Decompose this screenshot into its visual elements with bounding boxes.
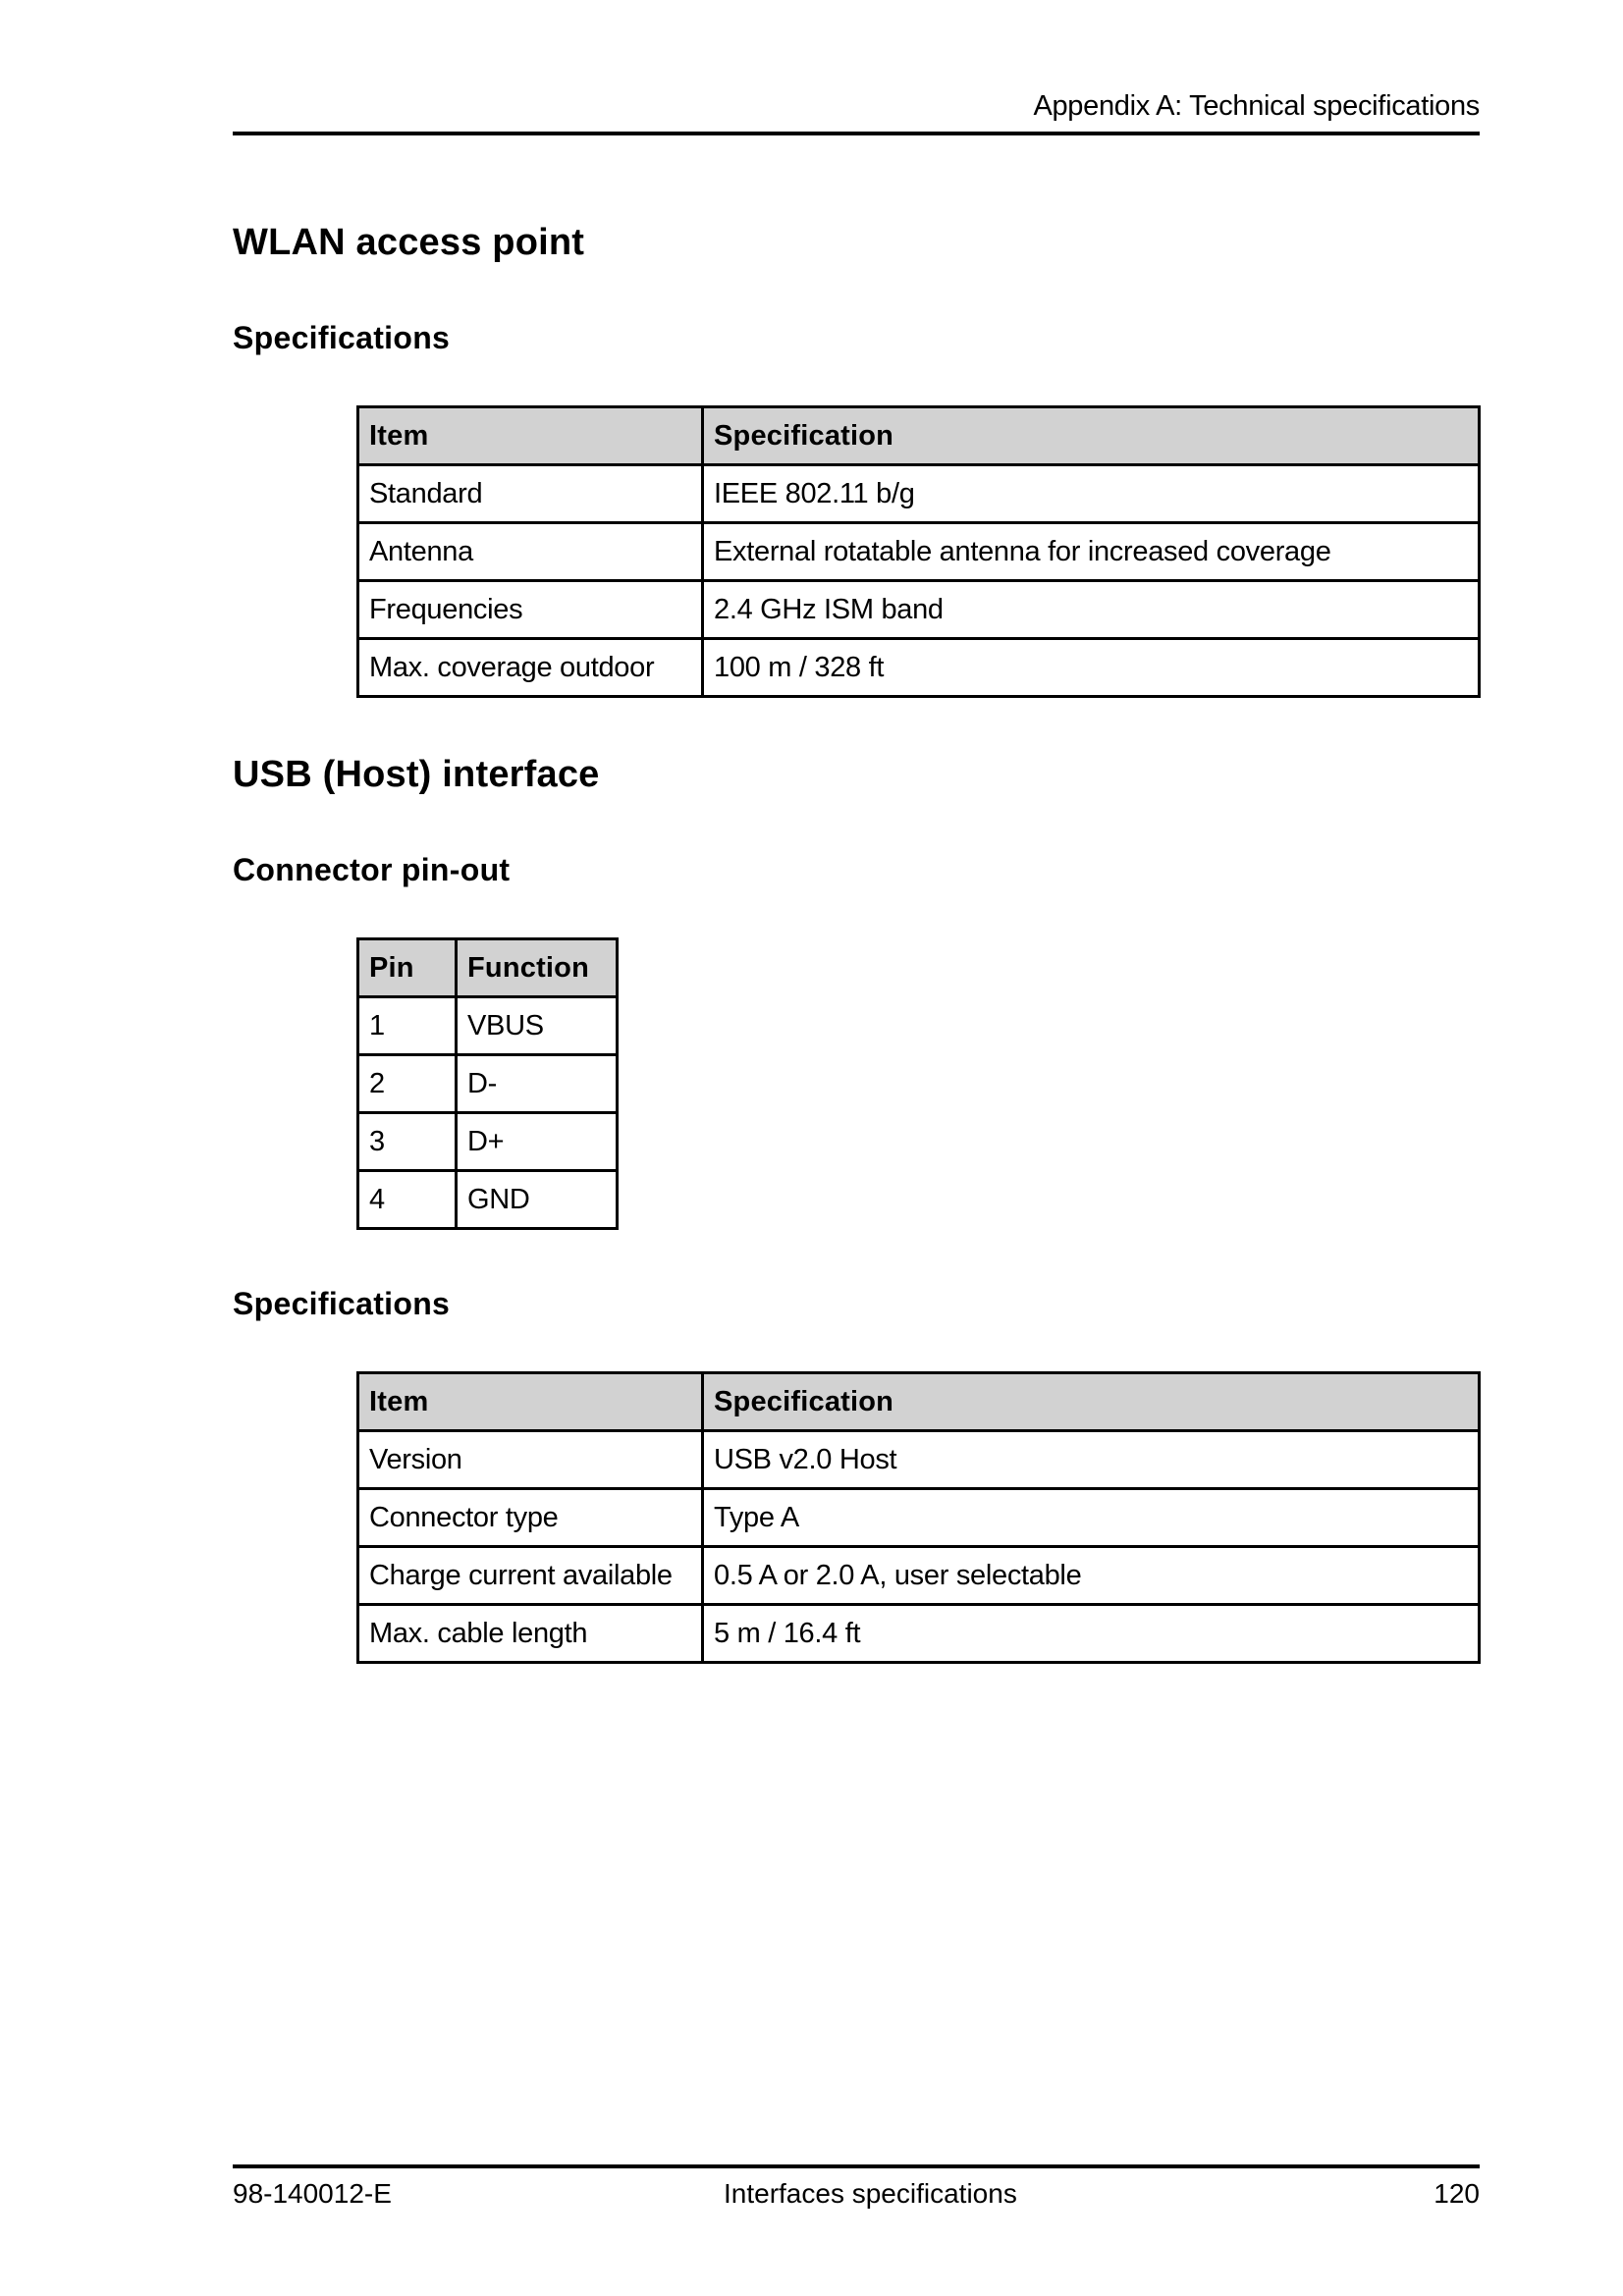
- header-title: Appendix A: Technical specifications: [1033, 90, 1480, 122]
- table-row: [358, 1171, 618, 1229]
- table-row: [358, 523, 1480, 581]
- table-header-row: [358, 939, 618, 997]
- table-row: [358, 1605, 1480, 1663]
- table-cell: External rotatable antenna for increased coverage: [703, 523, 1480, 581]
- table-cell: Charge current available: [358, 1547, 703, 1605]
- column-header-function: Function: [457, 939, 618, 997]
- table-cell: Connector type: [358, 1489, 703, 1547]
- table-cell: Version: [358, 1431, 703, 1489]
- table-cell: 2: [358, 1055, 457, 1113]
- table-cell: GND: [457, 1171, 618, 1229]
- usb-heading: USB (Host) interface: [233, 754, 600, 795]
- table-cell: VBUS: [457, 997, 618, 1055]
- table-header-row: [358, 1373, 1480, 1431]
- table-cell: 5 m / 16.4 ft: [703, 1605, 1480, 1663]
- table-row: [358, 639, 1480, 697]
- column-header-pin: Pin: [358, 939, 457, 997]
- page-header: [233, 86, 1480, 135]
- wlan-specs-heading: Specifications: [233, 320, 451, 355]
- table-cell: 0.5 A or 2.0 A, user selectable: [703, 1547, 1480, 1605]
- table-cell: Type A: [703, 1489, 1480, 1547]
- column-header-item: Item: [358, 407, 703, 465]
- table-cell: D+: [457, 1113, 618, 1171]
- table-row: [358, 997, 618, 1055]
- table-cell: 3: [358, 1113, 457, 1171]
- column-header-item: Item: [358, 1373, 703, 1431]
- wlan-heading: WLAN access point: [233, 222, 585, 263]
- table-cell: 2.4 GHz ISM band: [703, 581, 1480, 639]
- table-cell: Max. cable length: [358, 1605, 703, 1663]
- wlan-spec-table: [356, 405, 1481, 698]
- column-header-specification: Specification: [703, 407, 1480, 465]
- usb-spec-table: [356, 1371, 1481, 1664]
- page-footer: [233, 2164, 1480, 2217]
- table-cell: 100 m / 328 ft: [703, 639, 1480, 697]
- table-cell: D-: [457, 1055, 618, 1113]
- table-row: [358, 581, 1480, 639]
- footer-section-title: Interfaces specifications: [724, 2178, 1017, 2209]
- table-cell: USB v2.0 Host: [703, 1431, 1480, 1489]
- table-row: [358, 1055, 618, 1113]
- table-cell: 4: [358, 1171, 457, 1229]
- page-number: 120: [1434, 2178, 1480, 2209]
- table-cell: Frequencies: [358, 581, 703, 639]
- table-row: [358, 465, 1480, 523]
- table-row: [358, 1431, 1480, 1489]
- table-cell: 1: [358, 997, 457, 1055]
- table-cell: Antenna: [358, 523, 703, 581]
- table-cell: Max. coverage outdoor: [358, 639, 703, 697]
- usb-specs-heading: Specifications: [233, 1286, 451, 1321]
- usb-pinout-table: [356, 937, 619, 1230]
- table-row: [358, 1489, 1480, 1547]
- column-header-specification: Specification: [703, 1373, 1480, 1431]
- table-row: [358, 1113, 618, 1171]
- table-header-row: [358, 407, 1480, 465]
- table-cell: Standard: [358, 465, 703, 523]
- usb-pinout-heading: Connector pin-out: [233, 852, 511, 887]
- document-number: 98-140012-E: [233, 2178, 392, 2209]
- table-row: [358, 1547, 1480, 1605]
- table-cell: IEEE 802.11 b/g: [703, 465, 1480, 523]
